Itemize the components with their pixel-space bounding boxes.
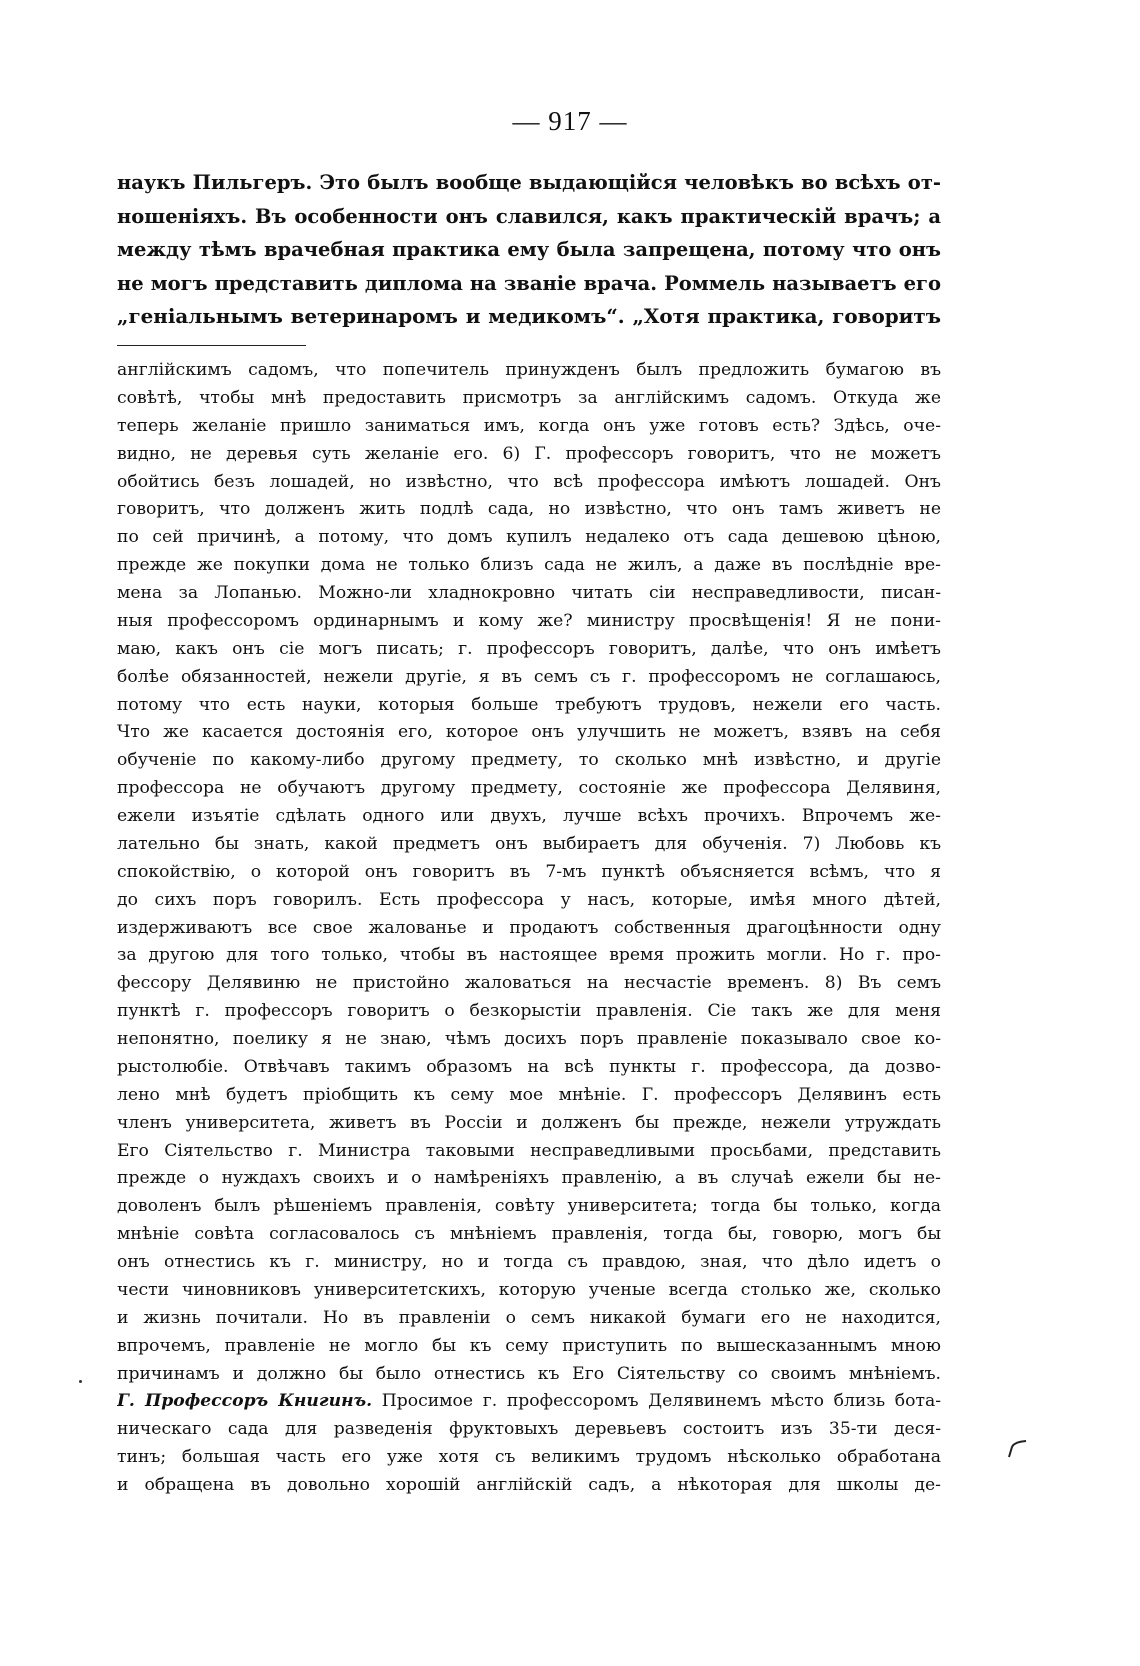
- footnote-line: пунктѣ г. профессоръ говоритъ о безкорыстіи правленія. Сіе такъ же для меня: [117, 1001, 941, 1022]
- page-number: — 917 —: [512, 106, 628, 136]
- footnote-line: обученіе по какому-либо другому предмету, то сколько мнѣ извѣстно, и другіе: [117, 750, 941, 771]
- footnote-line: тинъ; большая часть его уже хотя съ великимъ трудомъ нѣсколько обработана: [117, 1447, 941, 1468]
- speaker-name: Г. Профессоръ Книгинъ.: [117, 1391, 373, 1412]
- footnote-line: лено мнѣ будетъ пріобщить къ сему мое мнѣніе. Г. профессоръ Делявинъ есть: [117, 1084, 941, 1105]
- footnote-line: англійскимъ садомъ, что попечитель принужденъ былъ предложить бумагою въ: [117, 360, 941, 380]
- footnote-line: видно, не деревья суть желаніе его. 6) Г. профессоръ говоритъ, что не можетъ: [117, 443, 941, 464]
- footnote-line: причинамъ и должно бы было отнестись къ Его Сіятельству со своимъ мнѣніемъ.: [117, 1363, 941, 1384]
- footnote-line: болѣе обязанностей, нежели другіе, я въ семъ съ г. профессоромъ не соглашаюсь,: [117, 666, 941, 687]
- main-text-line: наукъ Пильгеръ. Это былъ вообще выдающійся человѣкъ во всѣхъ от-: [117, 171, 941, 194]
- footnote-line: обойтись безъ лошадей, но извѣстно, что всѣ профессора имѣютъ лошадей. Онъ: [117, 471, 941, 492]
- footnote-line: спокойствію, о которой онъ говоритъ въ 7-мъ пунктѣ объясняется всѣмъ, что я: [117, 861, 941, 882]
- footnote-line: потому что есть науки, которыя больше требуютъ трудовъ, нежели его часть.: [117, 694, 941, 715]
- footnote-block: [117, 357, 941, 1500]
- main-text-line: не могъ представить диплома на званіе врача. Роммель называетъ его: [117, 271, 941, 295]
- footnote-line: впрочемъ, правленіе не могло бы къ сему приступить по вышесказаннымъ мною: [117, 1335, 941, 1356]
- footnote-line: фессору Делявиню не пристойно жаловаться на несчастіе временъ. 8) Въ семъ: [117, 973, 941, 994]
- footnote-line: прежде о нуждахъ своихъ и о намѣреніяхъ правленію, а въ случаѣ ежели бы не-: [117, 1168, 941, 1189]
- footnote-line: теперь желаніе пришло заниматься имъ, когда онъ уже готовъ есть? Здѣсь, оче-: [117, 415, 941, 436]
- speaker-line-text: Просимое г. профессоромъ Делявинемъ мѣсто близь бота-: [381, 1391, 941, 1412]
- pencil-mark-icon: [1006, 1439, 1028, 1459]
- margin-speck: [79, 1380, 82, 1383]
- footnote-line: членъ университета, живетъ въ Россіи и долженъ бы прежде, нежели утруждать: [117, 1112, 941, 1133]
- footnote-divider: [117, 345, 306, 346]
- footnote-line: говоритъ, что долженъ жить подлѣ сада, но извѣстно, что онъ тамъ живетъ не: [117, 499, 941, 520]
- main-text-line: между тѣмъ врачебная практика ему была запрещена, потому что онъ: [117, 238, 941, 262]
- footnote-line: и жизнь почитали. Но въ правленіи о семъ никакой бумаги его не находится,: [117, 1307, 941, 1328]
- footnote-line: до сихъ поръ говорилъ. Есть профессора у насъ, которые, имѣя много дѣтей,: [117, 889, 941, 910]
- footnote-line: ежели изъятіе сдѣлать одного или двухъ, лучше всѣхъ прочихъ. Впрочемъ же-: [117, 806, 941, 826]
- footnote-speaker-line: [117, 1388, 941, 1416]
- footnote-line: ныя профессоромъ ординарнымъ и кому же? министру просвѣщенія! Я не пони-: [117, 610, 941, 631]
- footnote-line: лательно бы знать, какой предметъ онъ выбираетъ для обученія. 7) Любовь къ: [117, 833, 941, 854]
- footnote-line: и обращена въ довольно хорошій англійскій садъ, а нѣкоторая для школы де-: [117, 1475, 941, 1495]
- footnote-line: чести чиновниковъ университетскихъ, которую ученые всегда столько же, сколько: [117, 1279, 941, 1300]
- footnote-line: ническаго сада для разведенія фруктовыхъ деревьевъ состоитъ изъ 35-ти деся-: [117, 1419, 941, 1440]
- footnote-line: прежде же покупки дома не только близъ сада не жилъ, а даже въ послѣдніе вре-: [117, 555, 941, 576]
- footnote-line: издерживаютъ все свое жалованье и продаютъ собственныя драгоцѣнности одну: [117, 917, 941, 938]
- main-text-block: [117, 166, 941, 334]
- footnote-line: непонятно, поелику я не знаю, чѣмъ досихъ поръ правленіе показывало свое ко-: [117, 1029, 941, 1049]
- footnote-line: онъ отнестись къ г. министру, но и тогда съ правдою, зная, что дѣло идетъ о: [117, 1252, 941, 1272]
- footnote-line: Что же касается достоянія его, которое онъ улучшить не можетъ, взявъ на себя: [117, 722, 941, 743]
- footnote-line: профессора не обучаютъ другому предмету, состояніе же профессора Делявиня,: [117, 778, 941, 799]
- footnote-line: мена за Лопанью. Можно-ли хладнокровно читать сіи несправедливости, писан-: [117, 583, 941, 603]
- footnote-line: совѣтѣ, чтобы мнѣ предоставить присмотръ за англійскимъ садомъ. Откуда же: [117, 387, 941, 408]
- main-text-line: „геніальнымъ ветеринаромъ и медикомъ“. „Хотя практика, говоритъ: [117, 304, 941, 329]
- footnote-line: рыстолюбіе. Отвѣчавъ такимъ образомъ на всѣ пункты г. профессора, да дозво-: [117, 1056, 941, 1077]
- footnote-line: доволенъ былъ рѣшеніемъ правленія, совѣту университета; тогда бы только, когда: [117, 1196, 941, 1217]
- footnote-line: Его Сіятельство г. Министра таковыми несправедливыми просьбами, представить: [117, 1140, 941, 1161]
- footnote-line: мнѣніе совѣта согласовалось съ мнѣніемъ правленія, тогда бы, говорю, могъ бы: [117, 1224, 941, 1245]
- footnote-line: по сей причинѣ, а потому, что домъ купилъ недалеко отъ сада дешевою цѣною,: [117, 527, 941, 548]
- footnote-line: за другою для того только, чтобы въ настоящее время прожить могли. Но г. про-: [117, 945, 941, 966]
- main-text-line: ношеніяхъ. Въ особенности онъ славился, какъ практическій врачъ; а: [117, 204, 941, 228]
- footnote-line: маю, какъ онъ сіе могъ писать; г. профессоръ говоритъ, далѣе, что онъ имѣетъ: [117, 638, 941, 659]
